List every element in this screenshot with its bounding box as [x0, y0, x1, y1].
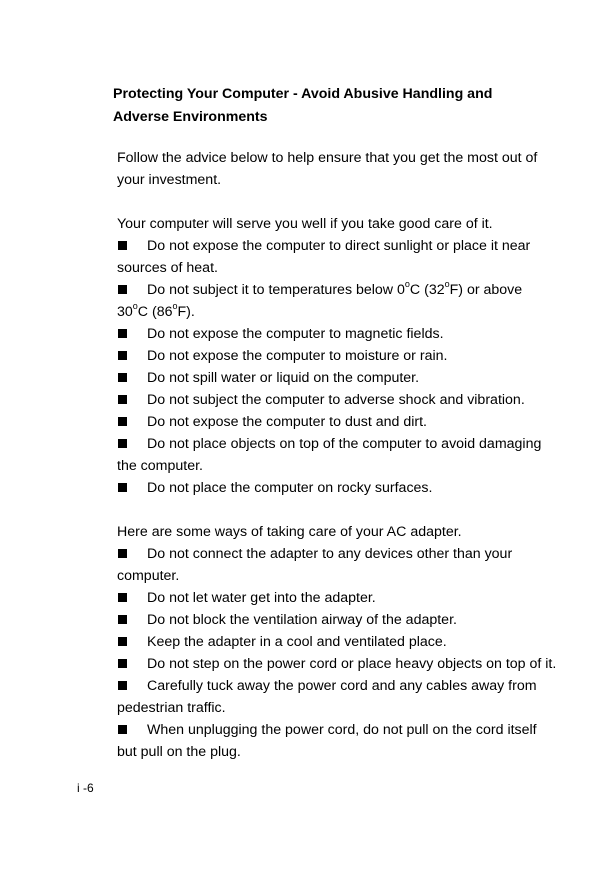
square-bullet-icon	[118, 637, 127, 646]
title-line-1: Protecting Your Computer - Avoid Abusive Handling and	[113, 86, 493, 102]
computer-care-item	[117, 235, 557, 279]
degree-mark: o	[132, 301, 138, 312]
computer-care-item-text: Do not spill water or liquid on the computer.	[147, 370, 420, 386]
square-bullet-icon	[118, 483, 127, 492]
computer-care-item-text: Do not place objects on top of the computer to avoid damaging the computer.	[117, 436, 542, 474]
computer-care-item-text: Do not expose the computer to direct sunlight or place it near sources of heat.	[117, 238, 531, 276]
square-bullet-icon	[118, 659, 127, 668]
computer-care-item	[117, 389, 557, 411]
computer-care-item-text: Do not subject the computer to adverse shock and vibration.	[147, 392, 525, 408]
computer-care-item	[117, 323, 557, 345]
paragraph-gap	[117, 499, 557, 521]
degree-mark: o	[172, 301, 178, 312]
square-bullet-icon	[118, 351, 127, 360]
degree-mark: o	[444, 279, 450, 290]
computer-care-item	[117, 411, 557, 433]
computer-care-item-text: Do not expose the computer to magnetic fields.	[147, 326, 444, 342]
title-line-2: Adverse Environments	[113, 108, 268, 125]
temp-text-part: C (86	[137, 304, 173, 320]
computer-care-item-text: Do not expose the computer to moisture or rain.	[147, 348, 448, 364]
adapter-care-item	[117, 543, 557, 587]
paragraph-gap	[117, 191, 557, 213]
square-bullet-icon	[118, 593, 127, 602]
square-bullet-icon	[118, 373, 127, 382]
square-bullet-icon	[118, 439, 127, 448]
adapter-care-item-text: Keep the adapter in a cool and ventilated place.	[147, 634, 447, 650]
adapter-care-item	[117, 587, 557, 609]
square-bullet-icon	[118, 549, 127, 558]
adapter-care-item-text: Do not block the ventilation airway of the adapter.	[147, 612, 457, 628]
square-bullet-icon	[118, 681, 127, 690]
square-bullet-icon	[118, 615, 127, 624]
square-bullet-icon	[118, 395, 127, 404]
page-number: i -6	[77, 781, 94, 795]
computer-care-item-text: Do not expose the computer to dust and dirt.	[147, 414, 427, 430]
degree-mark: o	[404, 279, 410, 290]
square-bullet-icon	[118, 417, 127, 426]
adapter-care-item	[117, 653, 557, 675]
adapter-care-lead: Here are some ways of taking care of your AC adapter.	[117, 524, 462, 540]
section-title	[113, 83, 553, 128]
computer-care-item	[117, 345, 557, 367]
intro-paragraph: Follow the advice below to help ensure that you get the most out of your investment.	[117, 150, 538, 188]
square-bullet-icon	[118, 329, 127, 338]
adapter-care-item-text: Do not let water get into the adapter.	[147, 590, 376, 606]
temp-text-part: C (32	[409, 282, 445, 298]
adapter-care-item	[117, 631, 557, 653]
square-bullet-icon	[118, 241, 127, 250]
temp-text-part: F).	[177, 304, 195, 320]
square-bullet-icon	[118, 285, 127, 294]
square-bullet-icon	[118, 725, 127, 734]
computer-care-lead: Your computer will serve you well if you take good care of it.	[117, 216, 493, 232]
adapter-care-item-text: Carefully tuck away the power cord and any cables away from pedestrian traffic.	[117, 678, 537, 716]
adapter-care-item	[117, 609, 557, 631]
adapter-care-item-text: Do not connect the adapter to any devices other than your computer.	[117, 546, 513, 584]
computer-care-item	[117, 477, 557, 499]
temp-text-part: Do not subject it to temperatures below 0	[147, 282, 405, 298]
adapter-care-item	[117, 675, 557, 719]
computer-care-item	[117, 433, 557, 477]
computer-care-item-temperature	[117, 279, 557, 323]
computer-care-item	[117, 367, 557, 389]
adapter-care-item	[117, 719, 557, 763]
section-body	[117, 147, 557, 763]
adapter-care-item-text: Do not step on the power cord or place heavy objects on top of it.	[147, 656, 557, 672]
adapter-care-item-text: When unplugging the power cord, do not pull on the cord itself but pull on the plug.	[117, 722, 537, 760]
computer-care-item-text: Do not place the computer on rocky surfaces.	[147, 480, 433, 496]
temp-text-part: F) or above 30	[117, 282, 523, 320]
